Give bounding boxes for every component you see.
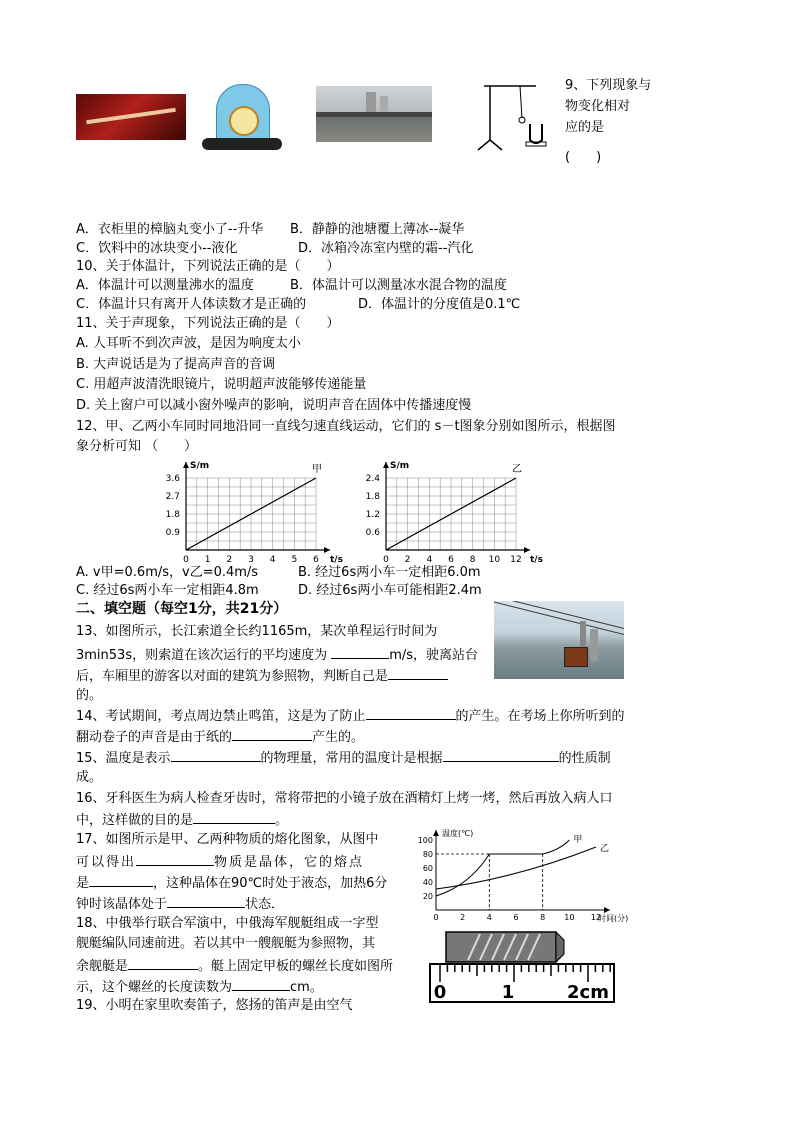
q9-stem-line-2: 物变化相对 — [565, 99, 631, 114]
x-tick-label: 12 — [510, 555, 522, 565]
st-graph-jia — [150, 458, 355, 566]
q13-line-1: 13、如图所示，长江索道全长约1165m，某次单程运行时间为 — [76, 624, 438, 639]
q9-option-a: A．衣柜里的樟脑丸变小了--升华 — [76, 222, 264, 237]
x-tick-label: 2 — [404, 555, 411, 565]
y-axis-arrow — [183, 462, 189, 468]
x-axis-label: t/s — [330, 555, 343, 565]
q12-option-b: B. 经过6s两小车一定相距6.0m — [298, 565, 481, 580]
q15-blank-thermometer-principle[interactable] — [443, 747, 559, 762]
q18-blank-reference-state[interactable] — [128, 955, 198, 970]
x-tick-label: 12 — [590, 913, 602, 922]
y-tick-label: 2.4 — [365, 474, 380, 484]
x-axis-label: t/s — [530, 555, 543, 565]
x-tick-label: 8 — [540, 913, 546, 922]
x-tick-label: 10 — [488, 555, 501, 565]
q15-blank-temperature-meaning[interactable] — [171, 747, 261, 762]
violin-photo — [76, 94, 186, 140]
series-jia-label: 甲 — [573, 835, 583, 845]
q14-line-2-text-a: 翻动卷子的声音是由于纸的 — [76, 730, 233, 745]
x-tick-label: 10 — [564, 913, 575, 922]
x-tick-label: 4 — [426, 555, 433, 565]
q17-line-2 — [76, 851, 364, 873]
st-graph-yi — [350, 458, 555, 566]
y-tick-label: 80 — [422, 850, 433, 859]
q9-answer-paren: ( ) — [565, 150, 602, 165]
q9-stem-line-3: 应的是 — [565, 120, 605, 135]
q15-line-2: 成。 — [76, 770, 103, 785]
q15-line-1 — [76, 747, 611, 769]
q16-line-2-text-a: 中，这样做的目的是 — [76, 813, 194, 828]
q11-option-b: B. 大声说话是为了提高声音的音调 — [76, 357, 276, 372]
q10-stem: 10、关于体温计，下列说法正确的是（ ） — [76, 259, 340, 274]
q17-line-3-text-b: ，这种晶体在90℃时处于液态，加热6分 — [153, 876, 388, 891]
q13-line-4: 的。 — [76, 688, 103, 703]
ruler-screw-diagram — [428, 928, 616, 1004]
q16-line-2 — [76, 809, 288, 831]
ruler-tick-label-2cm: 2cm — [567, 982, 609, 1003]
y-tick-label: 1.2 — [365, 510, 380, 520]
q17-line-2-text-b: 物质是晶体，它的熔点 — [214, 855, 365, 870]
bell-jar-alarm-clock-image — [202, 80, 282, 154]
q11-option-d: D. 关上窗户可以减小窗外噪声的影响，说明声音在固体中传播速度慢 — [76, 398, 472, 413]
q13-line-2 — [76, 644, 478, 666]
y-tick-label: 3.6 — [165, 474, 180, 484]
x-tick-label: 5 — [291, 555, 298, 565]
x-tick-label: 6 — [313, 555, 319, 565]
q14-line-1-text-b: 的产生。在考场上你所听到的 — [455, 709, 625, 724]
x-tick-label: 4 — [269, 555, 276, 565]
viaduct-photo — [316, 86, 432, 142]
q18-blank-length[interactable] — [232, 976, 290, 991]
q13-line-3 — [76, 665, 448, 687]
q12-stem-line-2: 象分析可知 （ ） — [76, 439, 198, 454]
tuning-fork-pendulum-diagram — [474, 78, 554, 154]
y-tick-label: 20 — [422, 892, 433, 901]
q14-blank-vibration[interactable] — [232, 726, 312, 741]
ruler-tick-label-0: 0 — [433, 982, 447, 1003]
q14-blank-noise[interactable] — [366, 705, 456, 720]
q12-option-d: D. 经过6s两小车可能相距2.4m — [298, 583, 482, 598]
q19-line-1: 19、小明在家里吹奏笛子，悠扬的笛声是由空气 — [76, 998, 353, 1013]
ruler-tick-label-1: 1 — [501, 982, 515, 1003]
q12-option-c: C. 经过6s两小车一定相距4.8m — [76, 583, 259, 598]
x-tick-label: 4 — [486, 913, 492, 922]
q11-stem: 11、关于声现象，下列说法正确的是（ ） — [76, 316, 340, 331]
x-tick-label: 0 — [183, 555, 189, 565]
q14-line-1 — [76, 705, 625, 727]
q17-line-3-text-a: 是 — [76, 876, 90, 891]
series-yi-line — [436, 847, 596, 889]
y-tick-label: 1.8 — [365, 492, 380, 502]
x-axis-arrow — [524, 547, 530, 553]
q10-option-c: C．体温计只有离开人体读数才是正确的 — [76, 297, 307, 312]
q16-line-1: 16、牙科医生为病人检查牙齿时，常将带把的小镜子放在酒精灯上烤一烤，然后再放入病人口 — [76, 791, 613, 806]
q10-option-b: B．体温计可以测量冰水混合物的温度 — [290, 278, 507, 293]
q17-blank-crystal[interactable] — [136, 851, 214, 866]
y-tick-label: 0.9 — [165, 528, 180, 538]
x-tick-label: 0 — [433, 913, 439, 922]
y-tick-label: 60 — [422, 864, 433, 873]
q17-line-3 — [76, 872, 387, 894]
q12-option-a: A. v甲=0.6m/s，v乙=0.4m/s — [76, 565, 259, 580]
series-yi-label: 乙 — [600, 844, 610, 854]
q14-line-2 — [76, 726, 364, 748]
q18-line-4-text-b: cm。 — [290, 980, 323, 995]
q15-line-1-text-b: 的物理量，常用的温度计是根据 — [260, 751, 443, 766]
q18-line-2: 舰艇编队同速前进。若以其中一艘舰艇为参照物，其 — [76, 936, 376, 951]
y-tick-label: 2.7 — [165, 492, 180, 502]
x-tick-label: 1 — [204, 555, 211, 565]
q18-line-3-text-b: 。艇上固定甲板的螺丝长度如图所 — [198, 959, 394, 974]
y-axis-arrow — [433, 830, 439, 836]
q14-line-2-text-b: 产生的。 — [312, 730, 365, 745]
q17-line-4 — [76, 893, 284, 915]
y-axis-label: S/m — [390, 461, 410, 471]
q13-blank-motion-state[interactable] — [388, 665, 448, 680]
q13-blank-speed[interactable] — [331, 644, 389, 659]
q14-line-1-text-a: 14、考试期间，考点周边禁止鸣笛，这是为了防止 — [76, 709, 366, 724]
q9-option-b: B．静静的池塘覆上薄冰--凝华 — [290, 222, 465, 237]
q16-line-2-text-b: 。 — [275, 813, 289, 828]
q9-option-d: D．冰箱冷冻室内壁的霜--汽化 — [298, 241, 474, 256]
q9-option-c: C．饮料中的冰块变小--液化 — [76, 241, 238, 256]
x-axis-label: 时间(分) — [598, 914, 629, 923]
x-tick-label: 2 — [226, 555, 233, 565]
y-axis-label: S/m — [190, 461, 210, 471]
q17-line-4-text-a: 钟时该晶体处于 — [76, 897, 168, 912]
x-tick-label: 6 — [513, 913, 519, 922]
x-tick-label: 8 — [469, 555, 476, 565]
q17-blank-state[interactable] — [167, 893, 245, 908]
x-axis-arrow — [604, 907, 610, 913]
q15-line-1-text-a: 15、温度是表示 — [76, 751, 171, 766]
y-axis-arrow — [383, 462, 389, 468]
q13-line-3-text: 后，车厢里的游客以对面的建筑为参照物，判断自己是 — [76, 669, 389, 684]
y-axis-label: 温度(℃) — [442, 829, 474, 838]
q11-option-c: C. 用超声波清洗眼镜片，说明超声波能够传递能量 — [76, 377, 367, 392]
series-jia-line — [436, 840, 569, 896]
x-tick-label: 3 — [248, 555, 254, 565]
q9-stem-line-1: 9、下列现象与 — [565, 78, 652, 93]
q13-line-2-text-a: 3min53s，则索道在该次运行的平均速度为 — [76, 648, 332, 663]
melting-graph — [418, 826, 658, 926]
q18-line-1: 18、中俄举行联合军演中，中俄海军舰艇组成一字型 — [76, 916, 379, 931]
x-tick-label: 0 — [383, 555, 389, 565]
q18-line-3-text-a: 余舰艇是 — [76, 959, 129, 974]
q16-blank-purpose[interactable] — [193, 809, 275, 824]
q17-line-4-text-b: 状态． — [245, 897, 285, 912]
q12-stem-line-1: 12、甲、乙两小车同时同地沿同一直线匀速直线运动，它们的 s－t图象分别如图所示，根据图 — [76, 419, 616, 434]
q10-option-d: D．体温计的分度值是0.1℃ — [358, 297, 521, 312]
cable-car-photo — [494, 601, 624, 679]
y-tick-label: 0.6 — [365, 528, 380, 538]
q11-option-a: A. 人耳听不到次声波，是因为响度太小 — [76, 336, 301, 351]
q17-blank-melting-point[interactable] — [89, 872, 153, 887]
q17-line-2-text-a: 可以得出 — [76, 855, 137, 870]
y-tick-label: 40 — [422, 878, 433, 887]
q17-line-1: 17、如图所示是甲、乙两种物质的熔化图象，从图中 — [76, 832, 379, 847]
series-label: 甲 — [312, 464, 322, 475]
q10-option-a: A．体温计可以测量沸水的温度 — [76, 278, 254, 293]
q18-line-4 — [76, 976, 323, 998]
q18-line-4-text-a: 示，这个螺丝的长度读数为 — [76, 980, 233, 995]
section-title-fill-in: 二、填空题（每空1分，共21分） — [76, 601, 288, 617]
q15-line-1-text-c: 的性质制 — [558, 751, 611, 766]
series-label: 乙 — [512, 464, 522, 475]
y-tick-label: 1.8 — [165, 510, 180, 520]
y-tick-label: 100 — [418, 836, 433, 845]
q18-line-3 — [76, 955, 393, 977]
x-tick-label: 2 — [460, 913, 466, 922]
q13-line-2-text-b: m/s，驶离站台 — [389, 648, 479, 663]
x-tick-label: 6 — [448, 555, 454, 565]
x-axis-arrow — [324, 547, 330, 553]
